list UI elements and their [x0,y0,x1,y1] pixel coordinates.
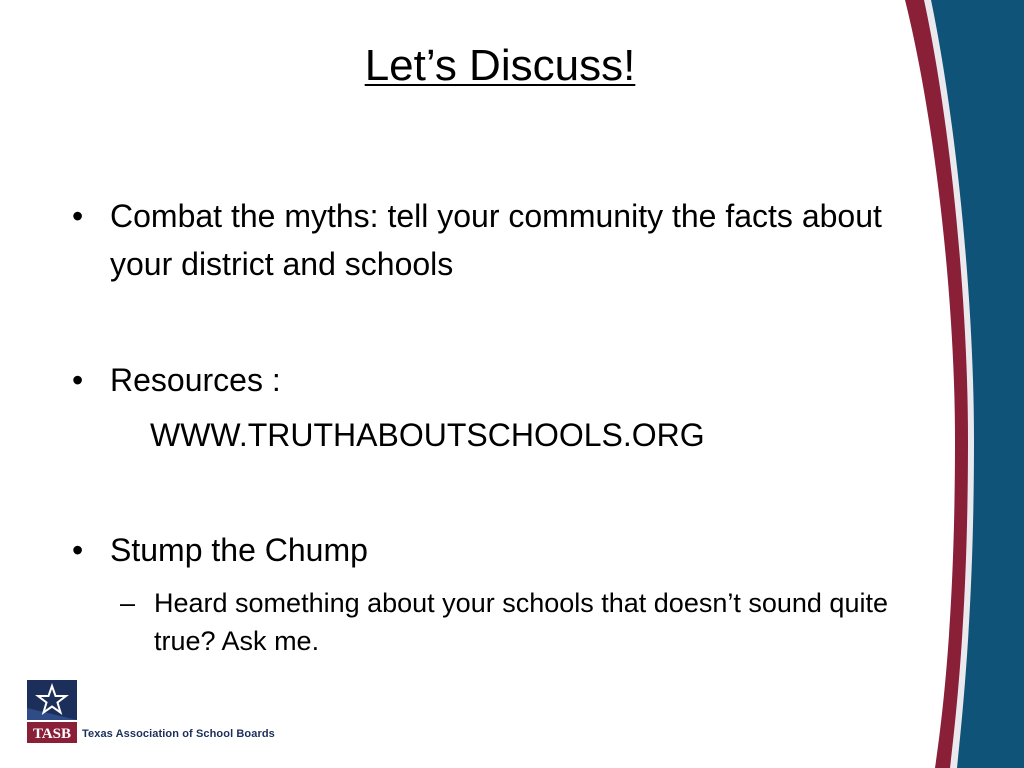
org-name: Texas Association of School Boards [82,728,275,740]
sub-bullet-text: Heard something about your schools that doesn’t sound quite true? Ask me. [154,588,888,656]
bullet-glyph: • [72,362,84,398]
sub-bullet-glyph: – [120,588,136,618]
tasb-logo [27,680,77,743]
bullet-text: Resources : [110,362,281,398]
logo-abbrev: TASB [32,726,72,742]
slide-title: Let’s Discuss! [364,41,636,90]
bullet-text: Combat the myths: tell your community the facts about your district and schools [110,198,882,282]
bullet-glyph: • [72,532,84,568]
bullet-text: Stump the Chump [110,532,368,568]
resource-url: WWW.TRUTHABOUTSCHOOLS.ORG [150,417,705,453]
bullet-glyph: • [72,198,84,234]
